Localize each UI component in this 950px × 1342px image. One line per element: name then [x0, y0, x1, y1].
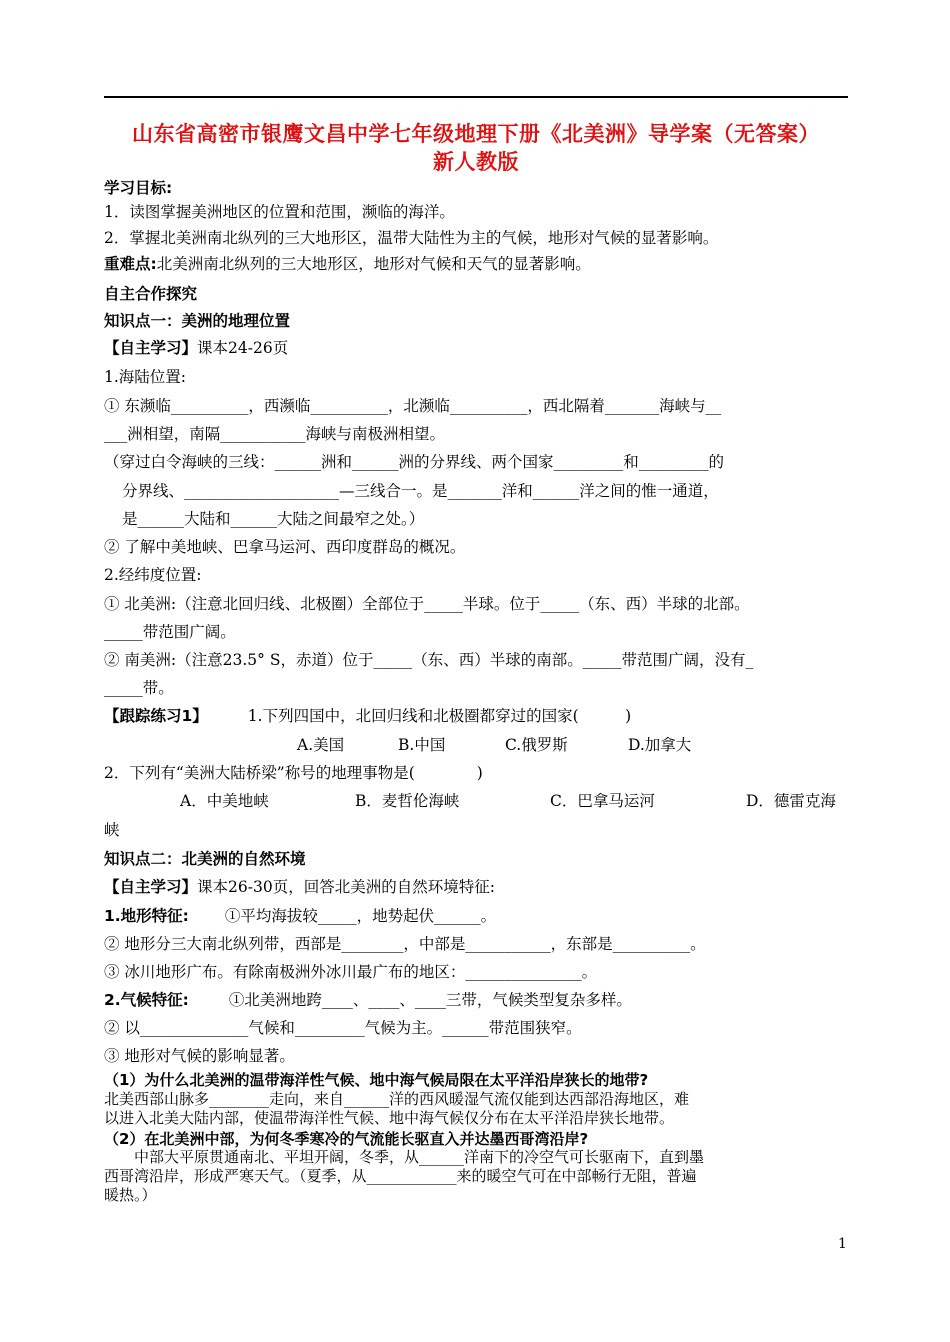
- question-heading: （2）在北美洲中部，为何冬季寒冷的气流能长驱直入并达墨西哥湾沿岸?: [104, 1130, 589, 1148]
- text-line: ② 了解中美地峡、巴拿马运河、西印度群岛的概况。: [104, 538, 466, 556]
- fill-blank-line: ② 地形分三大南北纵列带，西部是________，中部是___________，东部是__________。: [104, 935, 706, 953]
- terrain-line: [104, 906, 496, 926]
- page-number: 1: [838, 1236, 847, 1252]
- answer-option: B．麦哲伦海峡: [355, 792, 460, 810]
- keypoint-line: [104, 254, 591, 274]
- fill-blank-line: 分界线、____________________—三线合一。是_______洋和______洋之间的惟一通道，: [122, 482, 719, 500]
- goal-item: 2．掌握北美洲南北纵列的三大地形区，温带大陆性为主的气候，地形对气候的显著影响。: [104, 229, 719, 247]
- self-study-label: 【自主学习】: [104, 878, 198, 896]
- fill-blank-line: 是______大陆和______大陆之间最窄之处。）: [122, 510, 425, 528]
- answer-line: 中部大平原贯通南北、平坦开阔，冬季，从______洋南下的冷空气可长驱南下，直到墨: [104, 1148, 705, 1166]
- answer-option-wrap: 峡: [104, 821, 120, 839]
- terrain-label: 1.地形特征:: [104, 907, 189, 925]
- fill-blank-line: _____带。: [104, 679, 174, 697]
- answer-line: 暖热。）: [104, 1186, 157, 1204]
- answer-option: C．巴拿马运河: [550, 792, 655, 810]
- document-title-line-2: 新人教版: [433, 150, 519, 174]
- section-heading: 知识点一：美洲的地理位置: [104, 312, 291, 330]
- fill-blank-line: ① 东濒临__________，西濒临__________，北濒临__________，西北隔着_______海峡与__: [104, 397, 722, 415]
- climate-line: [104, 990, 632, 1010]
- fill-blank-line: ① 北美洲:（注意北回归线、北极圈）全部位于_____半球。位于_____（东、西）半球的北部。: [104, 595, 750, 613]
- answer-option: C.俄罗斯: [505, 736, 568, 754]
- section-heading: 知识点二：北美洲的自然环境: [104, 850, 306, 868]
- practice-label: 【跟踪练习1】: [104, 707, 208, 725]
- answer-option: A．中美地峡: [180, 792, 269, 810]
- document-title-line-1: 山东省高密市银鹰文昌中学七年级地理下册《北美洲》导学案（无答案）: [132, 122, 820, 146]
- answer-line: 西哥湾沿岸，形成严寒天气。（夏季，从____________来的暖空气可在中部畅行无阻，普遍: [104, 1167, 697, 1185]
- fill-blank-line: _____带范围广阔。: [104, 623, 236, 641]
- answer-line: 北美西部山脉多________走向，来自______洋的西风暖湿气流仅能到达西部沿海地区，难: [104, 1090, 690, 1108]
- subheading: 2.经纬度位置:: [104, 566, 202, 584]
- header-rule: [104, 96, 848, 98]
- self-study-label: 【自主学习】: [104, 339, 198, 357]
- fill-blank-line: ② 以______________气候和_________气候为主。______带范围狭窄。: [104, 1019, 582, 1037]
- fill-blank-text: ①平均海拔较_____，地势起伏______。: [224, 907, 497, 925]
- self-study-line: [104, 338, 288, 358]
- practice-question: 2．下列有“美洲大陆桥梁”称号的地理事物是( ): [104, 764, 483, 782]
- self-study-text: 课本26-30页，回答北美洲的自然环境特征:: [197, 878, 495, 896]
- goal-item: 1．读图掌握美洲地区的位置和范围，濒临的海洋。: [104, 203, 455, 221]
- practice-question: [104, 706, 631, 726]
- explore-heading: 自主合作探究: [104, 285, 198, 303]
- fill-blank-line: ② 南美洲:（注意23.5° S，赤道）位于_____（东、西）半球的南部。_____带范围广阔，没有_: [104, 651, 754, 669]
- question-heading: （1）为什么北美洲的温带海洋性气候、地中海气候局限在太平洋沿岸狭长的地带?: [104, 1071, 649, 1089]
- fill-blank-line: （穿过白令海峡的三线：______洲和______洲的分界线、两个国家_________和_________的: [104, 453, 725, 471]
- answer-option: B.中国: [398, 736, 446, 754]
- fill-blank-line: ③ 冰川地形广布。有除南极洲外冰川最广布的地区：_______________。: [104, 963, 598, 981]
- fill-blank-text: ①北美洲地跨____、____、____三带，气候类型复杂多样。: [228, 991, 632, 1009]
- keypoint-label: 重难点:: [104, 255, 157, 273]
- self-study-line: [104, 877, 495, 897]
- text-line: ③ 地形对气候的影响显著。: [104, 1047, 295, 1065]
- keypoint-text: 北美洲南北纵列的三大地形区，地形对气候和天气的显著影响。: [156, 255, 591, 273]
- answer-line: 以进入北美大陆内部，使温带海洋性气候、地中海气候仅分布在太平洋沿岸狭长地带。: [104, 1109, 675, 1127]
- answer-option: D．德雷克海: [746, 792, 836, 810]
- answer-option: D.加拿大: [628, 736, 692, 754]
- subheading: 1.海陆位置:: [104, 368, 187, 386]
- self-study-text: 课本24-26页: [197, 339, 289, 357]
- climate-label: 2.气候特征:: [104, 991, 189, 1009]
- answer-option: A.美国: [297, 736, 345, 754]
- goals-heading: 学习目标:: [104, 179, 173, 197]
- question-text: 1.下列四国中，北回归线和北极圈都穿过的国家( ): [247, 707, 632, 725]
- fill-blank-line: ___洲相望，南隔___________海峡与南极洲相望。: [104, 425, 446, 443]
